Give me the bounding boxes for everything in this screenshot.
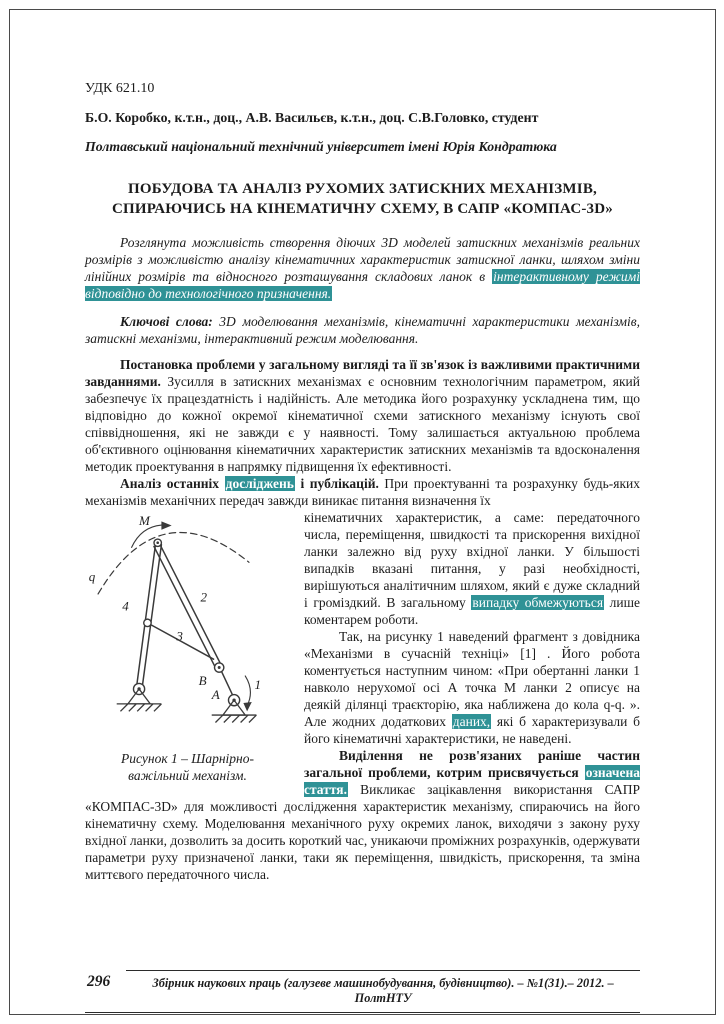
unsolved-lead-pre: Виділення не розв'язаних раніше частин загальної проблеми, котрим присвячується xyxy=(304,748,640,780)
analysis-wrap-post: лише коментарем роботи. xyxy=(304,595,640,627)
figure-label-3: 3 xyxy=(176,628,183,644)
page-number: 296 xyxy=(87,973,111,990)
udc-line: УДК 621.10 xyxy=(85,81,155,96)
figure-text-flow xyxy=(85,509,640,883)
abstract-highlight: інтерактивному режимі відповідно до технологічного призначення. xyxy=(85,269,640,301)
analysis-intro-text: При проектуванні та розрахунку будь-яких механізмів механічних передач завжди виникає питання визначення їх xyxy=(85,476,640,508)
paragraph-problem-statement xyxy=(85,356,640,475)
figure-label-A: A xyxy=(211,687,220,703)
figure-label-q: q xyxy=(88,568,96,584)
article-content xyxy=(85,80,640,883)
abstract-paragraph xyxy=(85,234,640,302)
fragment-post: які б характеризували б його кінематичні характеристики, не наведені. xyxy=(304,714,640,746)
analysis-lead-post: і публікацій. xyxy=(294,476,379,491)
figure-label-B: B xyxy=(198,673,207,689)
joint-mid xyxy=(144,619,151,626)
keywords-label: Ключові слова: xyxy=(120,314,213,329)
mechanism-drawing xyxy=(85,512,290,743)
link-2 xyxy=(160,544,222,667)
analysis-wrap-highlight: випадку обмежуються xyxy=(472,595,604,610)
analysis-lead-highlight: досліджень xyxy=(225,476,294,491)
footer-citation: Збірник наукових праць (галузеве машинобудування, будівництво). – №1(31).– 2012. – ПолтНТУ xyxy=(126,970,640,1012)
figure-caption-line1: Рисунок 1 – Шарнірно- xyxy=(121,751,254,766)
fragment-pre: Так, на рисунку 1 наведений фрагмент з довідника «Механізми в сучасній техніці» [1] . Його робота коментується наступним чином: «При обертанні ланки 1 навколо нерухомої осі А точка М ланки 2 описує на деякій ділянці траєкторію, яка наближена до кола q-q. ». Але жодних додаткових xyxy=(304,629,640,729)
link-4-edge xyxy=(142,545,162,690)
keywords-paragraph xyxy=(85,313,640,347)
article-title-line2: СПИРАЮЧИСЬ НА КІНЕМАТИЧНУ СХЕМУ, В САПР «КОМПАС-3D» xyxy=(112,200,613,217)
page-footer xyxy=(85,970,640,1013)
link-2-edge xyxy=(154,546,216,669)
analysis-wrap-pre: кінематичних характеристик, а саме: передаточного числа, переміщення, швидкості та прискорення вихідної ланки залежно від руху вхідної ланки. У більшості випадків вказані питання, у разі необхідності, вирішуються аналітичним шляхом, який є дуже складний і громіздкий. В загальному xyxy=(304,510,640,610)
figure-caption-line2: важільний механізм. xyxy=(128,767,247,783)
link-4 xyxy=(136,542,156,689)
arrowhead-top-icon xyxy=(161,521,171,529)
figure-label-2: 2 xyxy=(200,589,208,605)
joint-M-center xyxy=(156,541,159,544)
problem-statement-text: Зусилля в затискних механізмах є основним технологічним параметром, який забезпечує їх працездатність і надійність. Але методика його розрахунку ускладнена тим, що відповідно до кожної окремої кінематичної схеми затискного механізму існують свої співвідношення, які не завжди є у наявності. Тому залишається актуальною проблема об'єктивного оцінювання кінематичних характеристик затискних механізмів та вдосконалення методик проектування в напрямку підвищення їх ефективності. xyxy=(85,374,640,474)
unsolved-body-text: Викликає зацікавлення використання САПР «КОМПАС-3D» для можливості дослідження характеристик механізму, спираючись на його кінематичну схему. Моделювання механічного руху окремих ланок, виходячи з закону руху вхідної ланки, дозволить за досить короткий час, уникаючи проміжних розрахунків, одержувати параметри руху призначеної ланки, таки як переміщення, швидкість, прискорення, та зміна миттєвого передаточного числа. xyxy=(85,782,640,882)
fragment-highlight: даних, xyxy=(452,714,491,729)
figure-label-4: 4 xyxy=(122,598,129,614)
rotation-arrow-crank xyxy=(245,676,250,706)
affiliation-line: Полтавський національний технічний університет імені Юрія Кондратюка xyxy=(85,139,557,154)
joint-B-center xyxy=(218,666,221,669)
unsolved-lead-highlight: означена стаття. xyxy=(304,765,640,797)
mechanism-figure xyxy=(85,512,290,784)
analysis-lead-pre: Аналіз останніх xyxy=(120,476,225,491)
figure-label-1: 1 xyxy=(254,676,262,692)
article-title-line1: ПОБУДОВА ТА АНАЛІЗ РУХОМИХ ЗАТИСКНИХ МЕХАНІЗМІВ, xyxy=(128,181,597,197)
keywords-text: 3D моделювання механізмів, кінематичні характеристики механізмів, затискні механізми, інтерактивний режим моделювання. xyxy=(85,314,640,346)
authors-line: Б.О. Коробко, к.т.н., доц., А.В. Васильєв, к.т.н., доц. С.В.Головко, студент xyxy=(85,110,539,125)
arrowhead-crank-icon xyxy=(243,702,251,711)
figure-label-M: M xyxy=(139,513,150,529)
paragraph-analysis-intro xyxy=(85,475,640,509)
figure-caption xyxy=(85,751,290,784)
problem-statement-lead: Постановка проблеми у загальному вигляді та її зв'язок із важливими практичними завданнями. xyxy=(85,357,640,389)
article-title xyxy=(85,180,640,219)
abstract-text: Розглянута можливість створення діючих 3D моделей затискних механізмів реальних розмірів з можливістю аналізу кінематичних характеристик затискної ланки, шляхом зміни лінійних розмірів та відносного розташування складових ланок в xyxy=(85,235,640,284)
